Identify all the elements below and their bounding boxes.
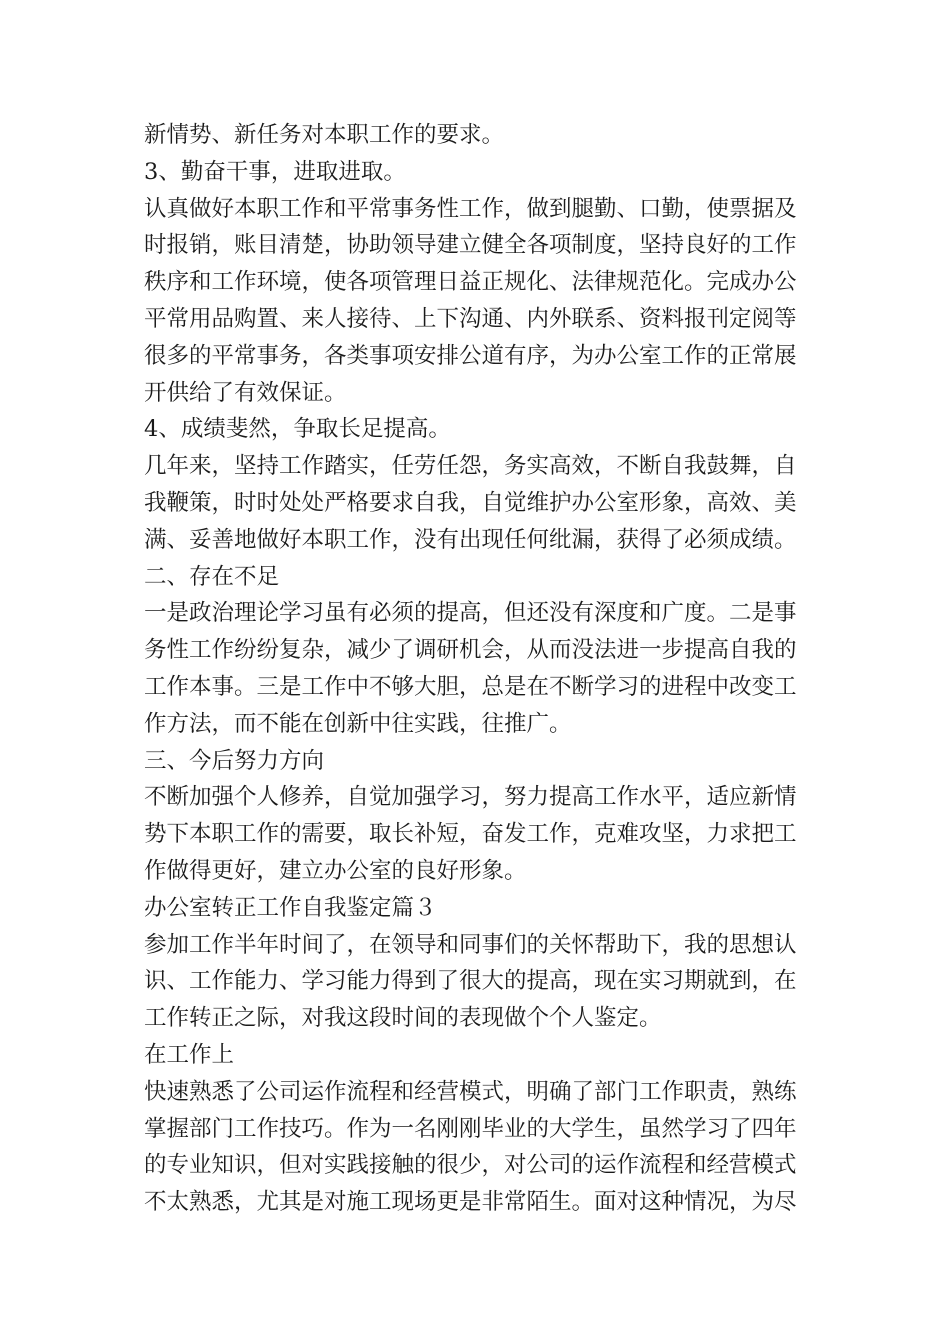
text-line: 势下本职工作的需要，取长补短，奋发工作，克难攻坚，力求把工 [144,821,797,848]
text-line: 秩序和工作环境，使各项管理日益正规化、法律规范化。完成办公 [144,269,797,296]
text-line: 识、工作能力、学习能力得到了很大的提高，现在实习期就到，在 [144,968,797,995]
text-line: 满、妥善地做好本职工作，没有出现任何纰漏，获得了必须成绩。 [144,526,797,553]
document-page [144,117,808,1221]
text-line: 开供给了有效保证。 [144,379,347,406]
text-line: 时报销，账目清楚，协助领导建立健全各项制度，坚持良好的工作 [144,232,797,259]
text-line: 几年来，坚持工作踏实，任劳任怨，务实高效，不断自我鼓舞，自 [144,453,797,480]
text-line: 我鞭策，时时处处严格要求自我，自觉维护办公室形象，高效、美 [144,489,797,516]
section-heading: 在工作上 [144,1041,235,1068]
article-title: 办公室转正工作自我鉴定篇３ [144,894,437,921]
text-line: 不太熟悉，尤其是对施工现场更是非常陌生。面对这种情况，为尽 [144,1189,797,1216]
section-heading: 4、成绩斐然，争取长足提高。 [144,416,451,443]
text-line: 新情势、新任务对本职工作的要求。 [144,122,505,148]
text-line: 不断加强个人修养，自觉加强学习，努力提高工作水平，适应新情 [144,784,797,811]
text-line: 工作转正之际，对我这段时间的表现做个个人鉴定。 [144,1005,662,1032]
text-line: 作方法，而不能在创新中往实践，往推广。 [144,710,572,737]
section-heading: 二、存在不足 [144,563,280,590]
text-line: 工作本事。三是工作中不够大胆，总是在不断学习的进程中改变工 [144,673,797,700]
text-line: 务性工作纷纷复杂，减少了调研机会，从而没法进一步提高自我的 [144,637,797,664]
text-line: 快速熟悉了公司运作流程和经营模式，明确了部门工作职责，熟练 [144,1078,797,1105]
text-line: 参加工作半年时间了，在领导和同事们的关怀帮助下，我的思想认 [144,931,797,958]
text-line: 平常用品购置、来人接待、上下沟通、内外联系、资料报刊定阅等 [144,305,797,332]
text-line: 很多的平常事务，各类事项安排公道有序，为办公室工作的正常展 [144,342,797,369]
section-heading: 3、勤奋干事，进取进取。 [144,158,406,185]
text-line: 作做得更好，建立办公室的良好形象。 [144,857,527,884]
text-line: 一是政治理论学习虽有必须的提高，但还没有深度和广度。二是事 [144,600,797,627]
text-line: 认真做好本职工作和平常事务性工作，做到腿勤、口勤，使票据及 [144,195,797,222]
section-heading: 三、今后努力方向 [144,747,325,774]
text-line: 的专业知识，但对实践接触的很少，对公司的运作流程和经营模式 [144,1152,797,1179]
text-line: 掌握部门工作技巧。作为一名刚刚毕业的大学生，虽然学习了四年 [144,1115,797,1142]
